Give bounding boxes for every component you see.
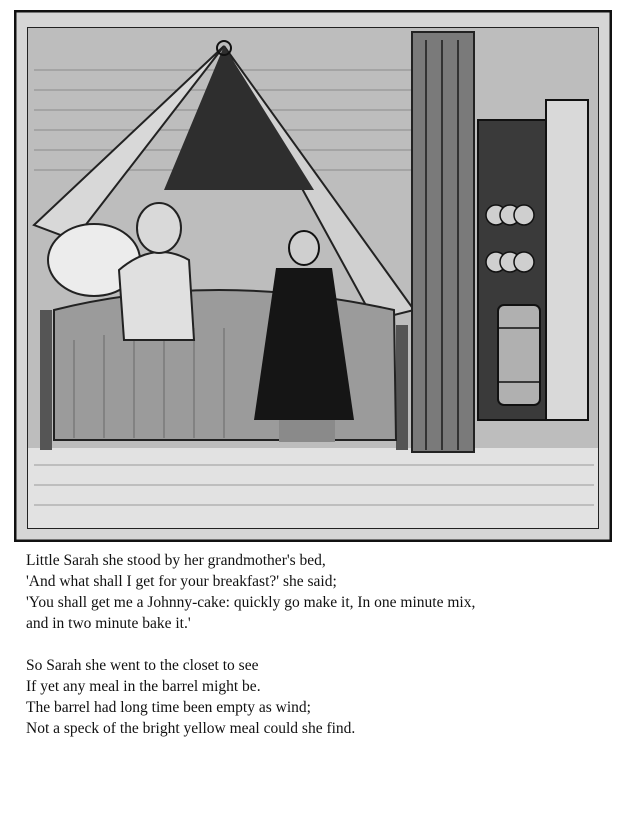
- poem-line: and in two minute bake it.': [26, 615, 191, 632]
- woodcut-drawing: [14, 10, 612, 542]
- poem-line: Little Sarah she stood by her grandmother's bed,: [26, 552, 326, 569]
- sarah-pantalettes: [279, 420, 335, 442]
- poem-line: Not a speck of the bright yellow meal could she find.: [26, 720, 356, 737]
- woodcut-illustration: [14, 10, 612, 542]
- poem-line: 'And what shall I get for your breakfast?' she said;: [26, 573, 337, 590]
- meal-barrel: [498, 305, 540, 405]
- grandmother-body: [119, 252, 194, 340]
- poem-line: So Sarah she went to the closet to see: [26, 657, 259, 674]
- grandmother-head: [137, 203, 181, 253]
- poem-stanza-2: [26, 655, 616, 739]
- poem-line: If yet any meal in the barrel might be.: [26, 678, 261, 695]
- bed-post-left: [40, 310, 52, 450]
- poem-line: 'You shall get me a Johnny-cake: quickly go make it, In one minute mix,: [26, 594, 476, 611]
- bed-post-right: [396, 325, 408, 450]
- poem-line: The barrel had long time been empty as wind;: [26, 699, 311, 716]
- closet-door: [546, 100, 588, 420]
- poem: [26, 550, 616, 760]
- floor: [28, 448, 598, 528]
- poem-stanza-1: [26, 550, 616, 634]
- sarah-head: [289, 231, 319, 265]
